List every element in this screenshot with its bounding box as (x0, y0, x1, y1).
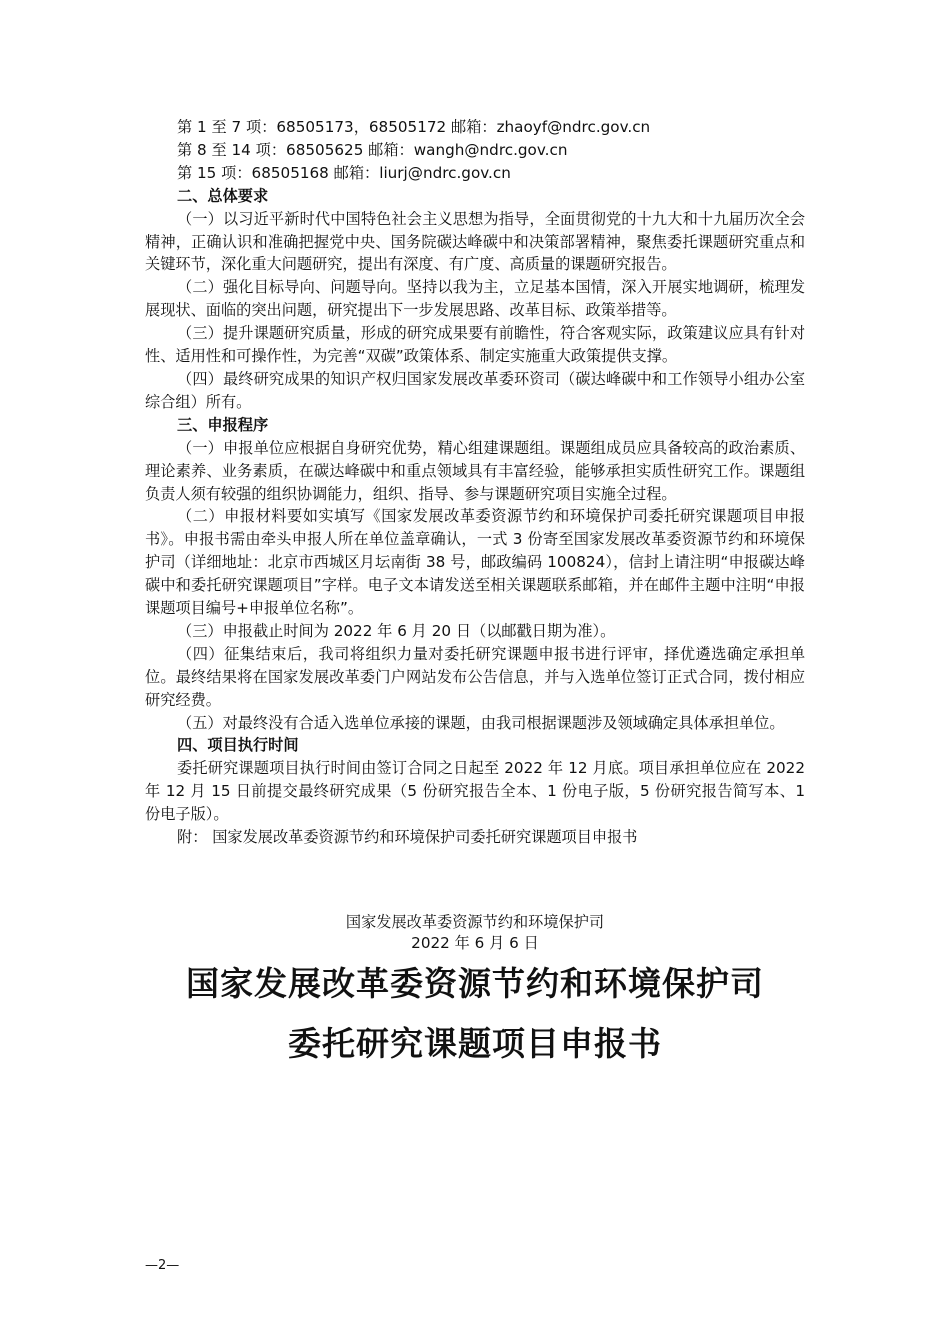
paragraph: （三）提升课题研究质量，形成的研究成果要有前瞻性，符合客观实际，政策建议应具有针对性、适用性和可操作性，为完善“双碳”政策体系、制定实施重大政策提供支撑。 (145, 324, 805, 366)
paragraph: 委托研究课题项目执行时间由签订合同之日起至 2022 年 12 月底。项目承担单位应在 2022 年 12 月 15 日前提交最终研究成果（5 份研究报告全本、1 份电子版，5 份研究报告简写本、1 份电子版）。 (145, 759, 805, 824)
section-heading: 二、总体要求 (177, 186, 269, 205)
section-heading: 四、项目执行时间 (177, 736, 299, 755)
signature-block (0, 912, 950, 954)
paragraph: （一）申报单位应根据自身研究优势，精心组建课题组。课题组成员应具备较高的政治素质、理论素养、业务素质，在碳达峰碳中和重点领域具有丰富经验，能够承担实质性研究工作。课题组负责人须有较强的组织协调能力，组织、指导、参与课题研究项目实施全过程。 (145, 438, 805, 503)
body-text (145, 116, 805, 849)
paragraph: （三）申报截止时间为 2022 年 6 月 20 日（以邮戳日期为准）。 (177, 621, 616, 640)
page-number: —2— (145, 1258, 180, 1273)
contact-line: 第 1 至 7 项：68505173，68505172 邮箱：zhaoyf@ndrc.gov.cn (177, 118, 651, 136)
paragraph: （二）申报材料要如实填写《国家发展改革委资源节约和环境保护司委托研究课题项目申报书》。申报书需由牵头申报人所在单位盖章确认，一式 3 份寄至国家发展改革委资源节约和环境保护司（详细地址：北京市西城区月坛南街 38 号，邮政编码 100824），信封上请注明“申报碳达峰碳中和委托研究课题项目”字样。电子文本请发送至相关课题联系邮箱，并在邮件主题中注明“申报课题项目编号+申报单位名称”。 (145, 507, 805, 618)
paragraph: （四）征集结束后，我司将组织力量对委托研究课题申报书进行评审，择优遴选确定承担单位。最终结果将在国家发展改革委门户网站发布公告信息，并与入选单位签订正式合同，拨付相应研究经费。 (145, 644, 805, 709)
paragraph: （四）最终研究成果的知识产权归国家发展改革委环资司（碳达峰碳中和工作领导小组办公室综合组）所有。 (145, 369, 805, 411)
section-heading: 三、申报程序 (177, 415, 269, 434)
contact-line: 第 8 至 14 项：68505625 邮箱：wangh@ndrc.gov.cn (177, 140, 568, 159)
paragraph: （五）对最终没有合适入选单位承接的课题，由我司根据课题涉及领域确定具体承担单位。 (177, 713, 785, 732)
signature-org: 国家发展改革委资源节约和环境保护司 (345, 913, 605, 931)
form-title-line1: 国家发展改革委资源节约和环境保护司 (186, 964, 764, 1003)
contact-line: 第 15 项：68505168 邮箱：liurj@ndrc.gov.cn (177, 163, 511, 182)
paragraph: （一）以习近平新时代中国特色社会主义思想为指导，全面贯彻党的十九大和十九届历次全会精神，正确认识和准确把握党中央、国务院碳达峰碳中和决策部署精神，聚焦委托课题研究重点和关键环节，深化重大问题研究，提出有深度、有广度、高质量的课题研究报告。 (145, 209, 805, 274)
form-title-line2: 委托研究课题项目申报书 (288, 1024, 662, 1063)
attachment-note: 附： 国家发展改革委资源节约和环境保护司委托研究课题项目申报书 (177, 828, 638, 847)
signature-date: 2022 年 6 月 6 日 (411, 934, 539, 952)
paragraph: （二）强化目标导向、问题导向。坚持以我为主，立足基本国情，深入开展实地调研，梳理发展现状、面临的突出问题，研究提出下一步发展思路、改革目标、政策举措等。 (145, 278, 805, 320)
